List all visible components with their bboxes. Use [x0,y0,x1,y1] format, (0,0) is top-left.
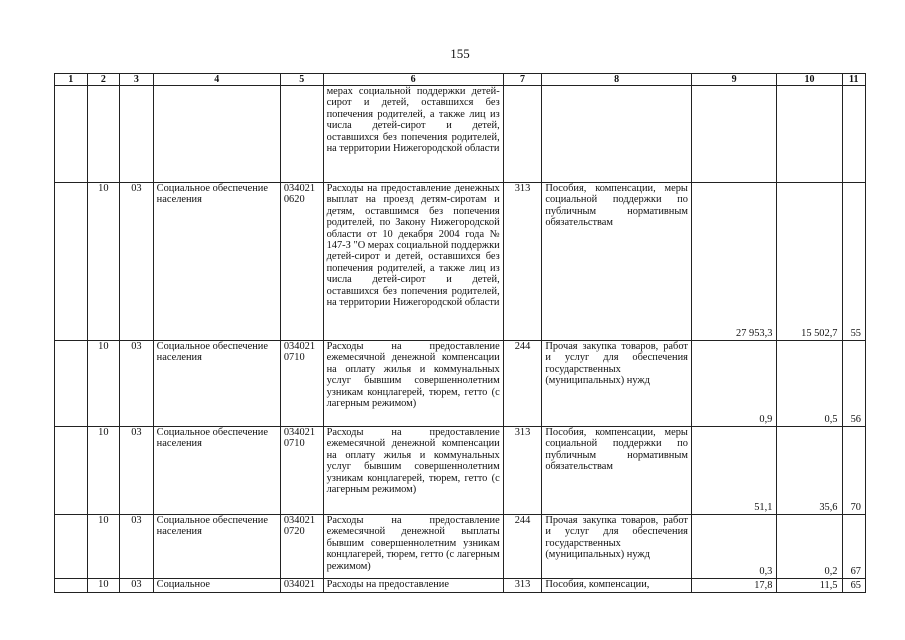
cell-target-code: 034021 0710 [280,427,323,515]
cell-subsection: 03 [120,579,154,593]
cell-section: 10 [87,183,120,341]
cell-expense-type: 244 [503,341,542,427]
col-header-10: 10 [777,74,842,86]
cell-value-10: 11,5 [777,579,842,593]
cell-target-code: 034021 0720 [280,515,323,579]
cell-subsection-name: Социальное [153,579,280,593]
cell-subsection-name: Социальное обеспечение населения [153,427,280,515]
cell-value-11: 70 [842,427,866,515]
cell-col1 [55,579,88,593]
col-header-1: 1 [55,74,88,86]
col-header-3: 3 [120,74,154,86]
col-header-6: 6 [323,74,503,86]
cell-subsection [120,86,154,183]
cell-subsection-name [153,86,280,183]
cell-expense-type: 313 [503,427,542,515]
cell-target-name: мерах социальной поддержки детей-сирот и детей, оставшихся без попечения родителей, а также лиц из числа детей-сирот и детей, оставшихся без попечения родителей, на территории Нижегородской области [323,86,503,183]
cell-subsection: 03 [120,183,154,341]
cell-value-10: 15 502,7 [777,183,842,341]
cell-value-9: 0,3 [691,515,776,579]
cell-value-9: 51,1 [691,427,776,515]
cell-target-name: Расходы на предоставление денежных выплат на проезд детям-сиротам и детям, оставшимся без попечения родителей, по Закону Нижегородской области от 10 декабря 2004 года № 147-З "О мерах социальной поддержки детей-сирот и детей, оставшихся без попечения родителей, а также лиц из числа детей-сирот и детей, оставшихся без попечения родителей, на территории Нижегородской области [323,183,503,341]
cell-subsection: 03 [120,341,154,427]
col-header-8: 8 [542,74,692,86]
cell-expense-type-name: Пособия, компенсации, меры социальной поддержки по публичным нормативным обязательствам [542,427,692,515]
table-row [55,427,866,515]
table-header-row [55,74,866,86]
col-header-4: 4 [153,74,280,86]
col-header-7: 7 [503,74,542,86]
cell-value-11: 67 [842,515,866,579]
cell-target-code: 034021 [280,579,323,593]
cell-target-code: 034021 0710 [280,341,323,427]
cell-subsection-name: Социальное обеспечение населения [153,341,280,427]
cell-target-name: Расходы на предоставление ежемесячной денежной компенсации на оплату жилья и коммунальных услуг бывшим совершеннолетним узникам концлагерей, тюрем, гетто (с лагерным режимом) [323,427,503,515]
cell-target-name: Расходы на предоставление ежемесячной денежной компенсации на оплату жилья и коммунальных услуг бывшим совершеннолетним узникам концлагерей, тюрем, гетто (с лагерным режимом) [323,341,503,427]
cell-value-10: 0,2 [777,515,842,579]
cell-target-name: Расходы на предоставление [323,579,503,593]
cell-col1 [55,427,88,515]
cell-subsection: 03 [120,515,154,579]
cell-col1 [55,183,88,341]
cell-expense-type [503,86,542,183]
cell-value-10: 35,6 [777,427,842,515]
cell-subsection-name: Социальное обеспечение населения [153,515,280,579]
table-row [55,86,866,183]
cell-expense-type-name: Прочая закупка товаров, работ и услуг для обеспечения государственных (муниципальных) нужд [542,515,692,579]
col-header-9: 9 [691,74,776,86]
table-row [55,579,866,593]
cell-value-9: 17,8 [691,579,776,593]
cell-expense-type: 313 [503,183,542,341]
cell-section: 10 [87,579,120,593]
cell-value-9 [691,86,776,183]
cell-subsection: 03 [120,427,154,515]
cell-expense-type: 244 [503,515,542,579]
cell-target-code: 034021 0620 [280,183,323,341]
page-number: 155 [450,46,470,61]
cell-expense-type-name: Прочая закупка товаров, работ и услуг для обеспечения государственных (муниципальных) нужд [542,341,692,427]
cell-expense-type: 313 [503,579,542,593]
table-row [55,515,866,579]
cell-subsection-name: Социальное обеспечение населения [153,183,280,341]
table-row [55,183,866,341]
cell-value-10 [777,86,842,183]
cell-section: 10 [87,341,120,427]
cell-value-10: 0,5 [777,341,842,427]
cell-col1 [55,515,88,579]
col-header-2: 2 [87,74,120,86]
cell-col1 [55,341,88,427]
cell-target-code [280,86,323,183]
cell-section: 10 [87,515,120,579]
cell-section: 10 [87,427,120,515]
cell-col1 [55,86,88,183]
col-header-5: 5 [280,74,323,86]
table-row [55,341,866,427]
cell-value-9: 27 953,3 [691,183,776,341]
budget-table [54,73,866,593]
cell-value-11: 55 [842,183,866,341]
cell-value-9: 0,9 [691,341,776,427]
col-header-11: 11 [842,74,866,86]
cell-section [87,86,120,183]
cell-target-name: Расходы на предоставление ежемесячной денежной выплаты бывшим совершеннолетним узникам концлагерей, тюрем, гетто (с лагерным режимом) [323,515,503,579]
cell-expense-type-name: Пособия, компенсации, [542,579,692,593]
cell-value-11 [842,86,866,183]
cell-value-11: 65 [842,579,866,593]
cell-expense-type-name: Пособия, компенсации, меры социальной поддержки по публичным нормативным обязательствам [542,183,692,341]
cell-value-11: 56 [842,341,866,427]
cell-expense-type-name [542,86,692,183]
